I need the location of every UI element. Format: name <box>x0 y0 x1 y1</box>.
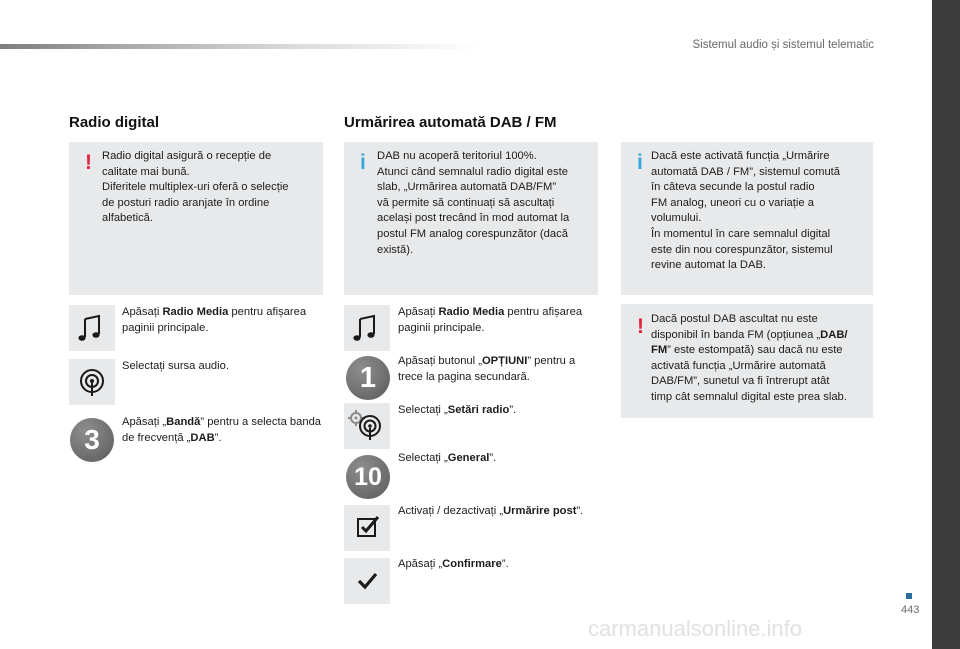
step-number-10: 10 <box>346 455 390 499</box>
warning-icon: ! <box>85 151 92 174</box>
section-title-radio-digital: Radio digital <box>69 114 159 131</box>
warning-box-radio-digital <box>69 142 323 295</box>
page-side-strip <box>932 0 960 649</box>
warning-text-dab-unavailable: Dacă postul DAB ascultat nu este disponibil în banda FM (opțiunea „DAB/ FM” este estompată) sau dacă nu este activată funcția „Urmărire automată DAB/FM”, sunetul va fi întrerupt atât timp cât semnalul digital este prea slab. <box>651 313 848 403</box>
info-box-dab-coverage <box>344 142 598 295</box>
watermark: carmanualsonline.info <box>588 616 803 641</box>
music-note-icon <box>344 305 390 351</box>
info-icon: i <box>637 151 643 174</box>
left-step-1-text: Apăsați Radio Media pentru afișarea paginii principale. <box>122 306 307 334</box>
warning-icon: ! <box>637 315 644 338</box>
right-step-4-text: Selectați „General”. <box>398 452 497 464</box>
music-note-icon <box>69 305 115 351</box>
right-step-1-text: Apăsați Radio Media pentru afișarea paginii principale. <box>398 306 583 334</box>
page-marker-dot <box>906 593 912 599</box>
right-step-5-text: Activați / dezactivați „Urmărire post”. <box>398 505 584 517</box>
right-step-3-text: Selectați „Setări radio”. <box>398 404 517 416</box>
right-step-6-text: Apăsați „Confirmare”. <box>398 558 509 570</box>
warning-text: Radio digital asigură o recepție de calitate mai bună. Diferitele multiplex-uri oferă o selecție de posturi radio aranjate în ordine alfabetică. <box>102 150 289 225</box>
info-text-coverage: DAB nu acoperă teritoriul 100%. Atunci când semnalul radio digital este slab, „Urmărirea automată DAB/FM” vă permite să continuați să ascultați același post trecând în mod automat la postul FM analog corespunzător (dacă există). <box>377 150 570 256</box>
radio-settings-icon <box>344 403 390 449</box>
info-text-auto-switch: Dacă este activată funcția „Urmărire automată DAB / FM”, sistemul comută în câteva secunde la postul radio FM analog, uneori cu o variație a volumului. În momentul în care semnalul digital este din nou corespunzător, sistemul revine automat la DAB. <box>651 150 841 272</box>
header-decorative-band <box>0 44 480 49</box>
right-step-2-text: Apăsați butonul „OPȚIUNI” pentru a trece la pagina secundară. <box>398 355 576 383</box>
step-number-1: 1 <box>346 356 390 400</box>
step-number-3: 3 <box>70 418 114 462</box>
radio-antenna-icon <box>69 359 115 405</box>
left-step-2-text: Selectați sursa audio. <box>122 360 229 372</box>
page-number: 443 <box>901 604 920 616</box>
warning-box-dab-unavailable <box>621 304 873 418</box>
section-title-dab-fm: Urmărirea automată DAB / FM <box>344 114 557 131</box>
checkmark-icon <box>344 558 390 604</box>
left-step-3-text: Apăsați „Bandă” pentru a selecta banda de frecvență „DAB”. <box>122 416 322 444</box>
info-icon: i <box>360 151 366 174</box>
info-box-auto-switch <box>621 142 873 295</box>
checkbox-icon <box>344 505 390 551</box>
page-header-title: Sistemul audio și sistemul telematic <box>692 39 874 51</box>
